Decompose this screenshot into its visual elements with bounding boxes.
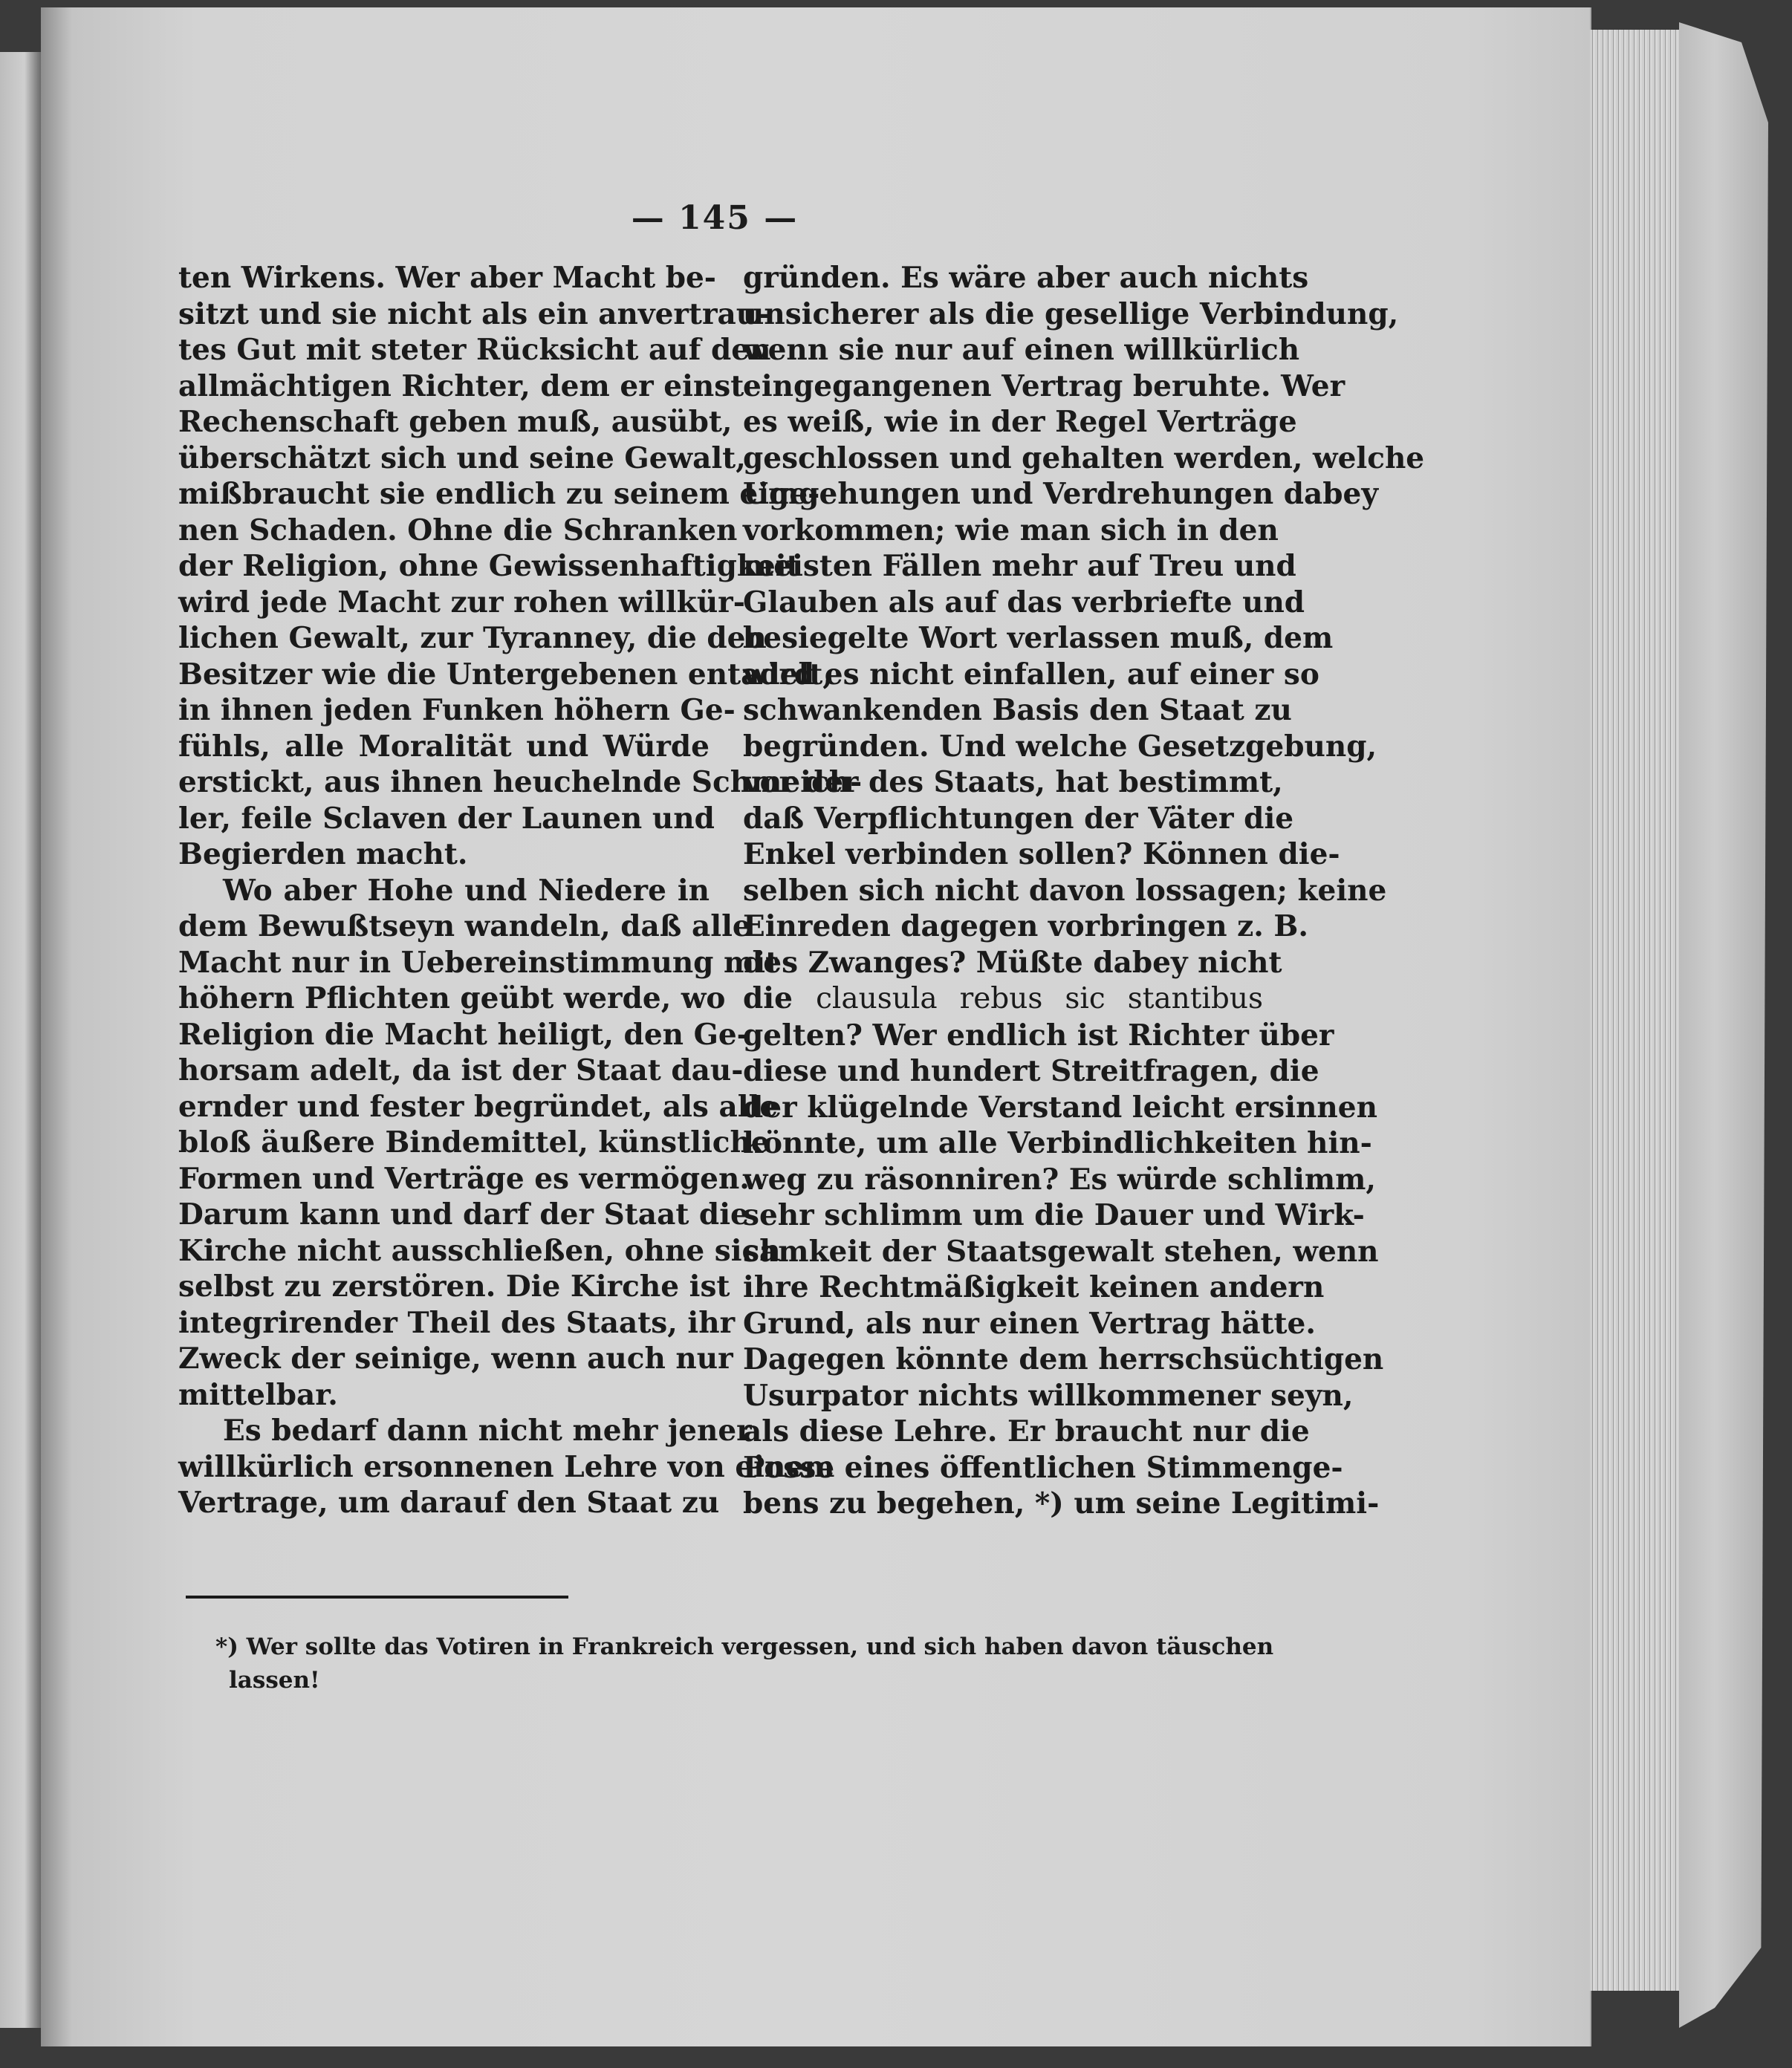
text-line: selben sich nicht davon lossagen; keine xyxy=(743,873,1387,908)
text-line: daß Verpflichtungen der Väter die xyxy=(743,801,1294,836)
text-line: mittelbar. xyxy=(178,1377,338,1412)
text-line: Kirche nicht ausschließen, ohne sich xyxy=(178,1233,781,1268)
text-line: Grund, als nur einen Vertrag hätte. xyxy=(743,1306,1316,1341)
text-line: Dagegen könnte dem herrschsüchtigen xyxy=(743,1342,1384,1376)
text-line: gründen. Es wäre aber auch nichts xyxy=(743,261,1309,295)
text-line: integrirender Theil des Staats, ihr xyxy=(178,1305,736,1340)
text-line: in ihnen jeden Funken höhern Ge- xyxy=(178,693,736,727)
text-line: tes Gut mit steter Rücksicht auf den xyxy=(178,333,771,367)
text-line: sehr schlimm um die Dauer und Wirk- xyxy=(743,1198,1365,1232)
text-line: ernder und fester begründet, als alle xyxy=(178,1089,779,1124)
text-line: mißbraucht sie endlich zu seinem eige- xyxy=(178,477,820,511)
text-line: Formen und Verträge es vermögen. xyxy=(178,1161,750,1196)
text-line: schwankenden Basis den Staat zu xyxy=(743,693,1292,727)
text-line: besiegelte Wort verlassen muß, dem xyxy=(743,621,1334,655)
text-line: geschlossen und gehalten werden, welche xyxy=(743,440,1425,475)
text-line: ten Wirkens. Wer aber Macht be- xyxy=(178,261,716,295)
text-line: begründen. Und welche Gesetzgebung, xyxy=(743,729,1377,764)
text-line: Religion die Macht heiligt, den Ge- xyxy=(178,1017,749,1052)
text-line: Wo aber Hohe und Niedere in xyxy=(223,873,710,908)
text-line: willkürlich ersonnenen Lehre von einem xyxy=(178,1449,835,1484)
text-line: überschätzt sich und seine Gewalt, xyxy=(178,440,746,475)
text-line: Einreden dagegen vorbringen z. B. xyxy=(743,909,1308,943)
text-line: dem Bewußtseyn wandeln, daß alle xyxy=(178,909,751,943)
text-line: Umgehungen und Verdrehungen dabey xyxy=(743,477,1379,511)
text-line: Enkel verbinden sollen? Können die- xyxy=(743,837,1340,871)
text-line: als diese Lehre. Er braucht nur die xyxy=(743,1414,1310,1448)
footnote-line: *) Wer sollte das Votiren in Frankreich vergessen, und sich haben davon täuschen xyxy=(215,1633,1274,1660)
text-line: allmächtigen Richter, dem er einst xyxy=(178,368,744,403)
text-line: Begierden macht. xyxy=(178,837,468,871)
text-line xyxy=(743,981,1263,1018)
text-line: vor der des Staats, hat bestimmt, xyxy=(743,765,1283,799)
text-line: eingegangenen Vertrag beruhte. Wer xyxy=(743,368,1345,403)
text-line: diese und hundert Streitfragen, die xyxy=(743,1054,1319,1088)
page-number: — 145 — xyxy=(631,199,799,237)
footnote-divider xyxy=(186,1596,568,1599)
footnote xyxy=(215,1630,1274,1697)
text-line: vorkommen; wie man sich in den xyxy=(743,513,1279,547)
left-text-column xyxy=(178,260,863,1521)
text-line: bloß äußere Bindemittel, künstliche xyxy=(178,1125,770,1160)
text-line: Vertrage, um darauf den Staat zu xyxy=(178,1486,720,1520)
text-line: Glauben als auf das verbriefte und xyxy=(743,585,1305,620)
text-line: lichen Gewalt, zur Tyranney, die den xyxy=(178,621,767,655)
text-line: Es bedarf dann nicht mehr jener xyxy=(223,1414,752,1448)
text-line: nen Schaden. Ohne die Schranken xyxy=(178,513,738,547)
text-line: könnte, um alle Verbindlichkeiten hin- xyxy=(743,1126,1372,1160)
text-line: weg zu räsonniren? Es würde schlimm, xyxy=(743,1162,1376,1197)
right-text-column xyxy=(743,260,1425,1522)
text-line: ihre Rechtmäßigkeit keinen andern xyxy=(743,1270,1325,1304)
text-line: ler, feile Sclaven der Launen und xyxy=(178,801,715,836)
footnote-line: lassen! xyxy=(229,1667,320,1694)
text-line-segment: die xyxy=(743,981,817,1015)
text-line: Posse eines öffentlichen Stimmenge- xyxy=(743,1450,1343,1485)
text-line: unsicherer als die gesellige Verbindung, xyxy=(743,296,1399,331)
text-line: sitzt und sie nicht als ein anvertrau- xyxy=(178,296,770,331)
text-line: es weiß, wie in der Regel Verträge xyxy=(743,405,1297,439)
text-line: höhern Pflichten geübt werde, wo xyxy=(178,981,726,1015)
text-line: fühls, alle Moralität und Würde xyxy=(178,729,710,764)
text-line: gelten? Wer endlich ist Richter über xyxy=(743,1018,1334,1053)
text-line: der klügelnde Verstand leicht ersinnen xyxy=(743,1090,1377,1125)
page-stack-edge xyxy=(1590,30,1694,1991)
text-line: Usurpator nichts willkommener seyn, xyxy=(743,1378,1354,1413)
text-line: Rechenschaft geben muß, ausübt, xyxy=(178,405,733,439)
text-line: wenn sie nur auf einen willkürlich xyxy=(743,333,1300,367)
book-cover-edge xyxy=(1679,22,1768,2028)
text-line: des Zwanges? Müßte dabey nicht xyxy=(743,945,1282,980)
text-line: meisten Fällen mehr auf Treu und xyxy=(743,549,1296,583)
text-line: Zweck der seinige, wenn auch nur xyxy=(178,1342,733,1376)
text-line: horsam adelt, da ist der Staat dau- xyxy=(178,1053,744,1087)
text-line: samkeit der Staatsgewalt stehen, wenn xyxy=(743,1234,1379,1269)
text-line: Darum kann und darf der Staat die xyxy=(178,1197,749,1232)
text-line: wird jede Macht zur rohen willkür- xyxy=(178,585,745,620)
text-line: bens zu begehen, *) um seine Legitimi- xyxy=(743,1486,1380,1521)
text-line: der Religion, ohne Gewissenhaftigkeit xyxy=(178,549,800,583)
text-line: wird es nicht einfallen, auf einer so xyxy=(743,657,1319,692)
text-line: selbst zu zerstören. Die Kirche ist xyxy=(178,1269,730,1304)
latin-phrase: clausula rebus sic stantibus xyxy=(816,982,1263,1015)
text-line: erstickt, aus ihnen heuchelnde Schmeich- xyxy=(178,765,863,799)
text-line: Besitzer wie die Untergebenen entadelt, xyxy=(178,657,833,692)
text-line: Macht nur in Uebereinstimmung mit xyxy=(178,945,779,980)
left-page-edge xyxy=(0,52,41,2028)
